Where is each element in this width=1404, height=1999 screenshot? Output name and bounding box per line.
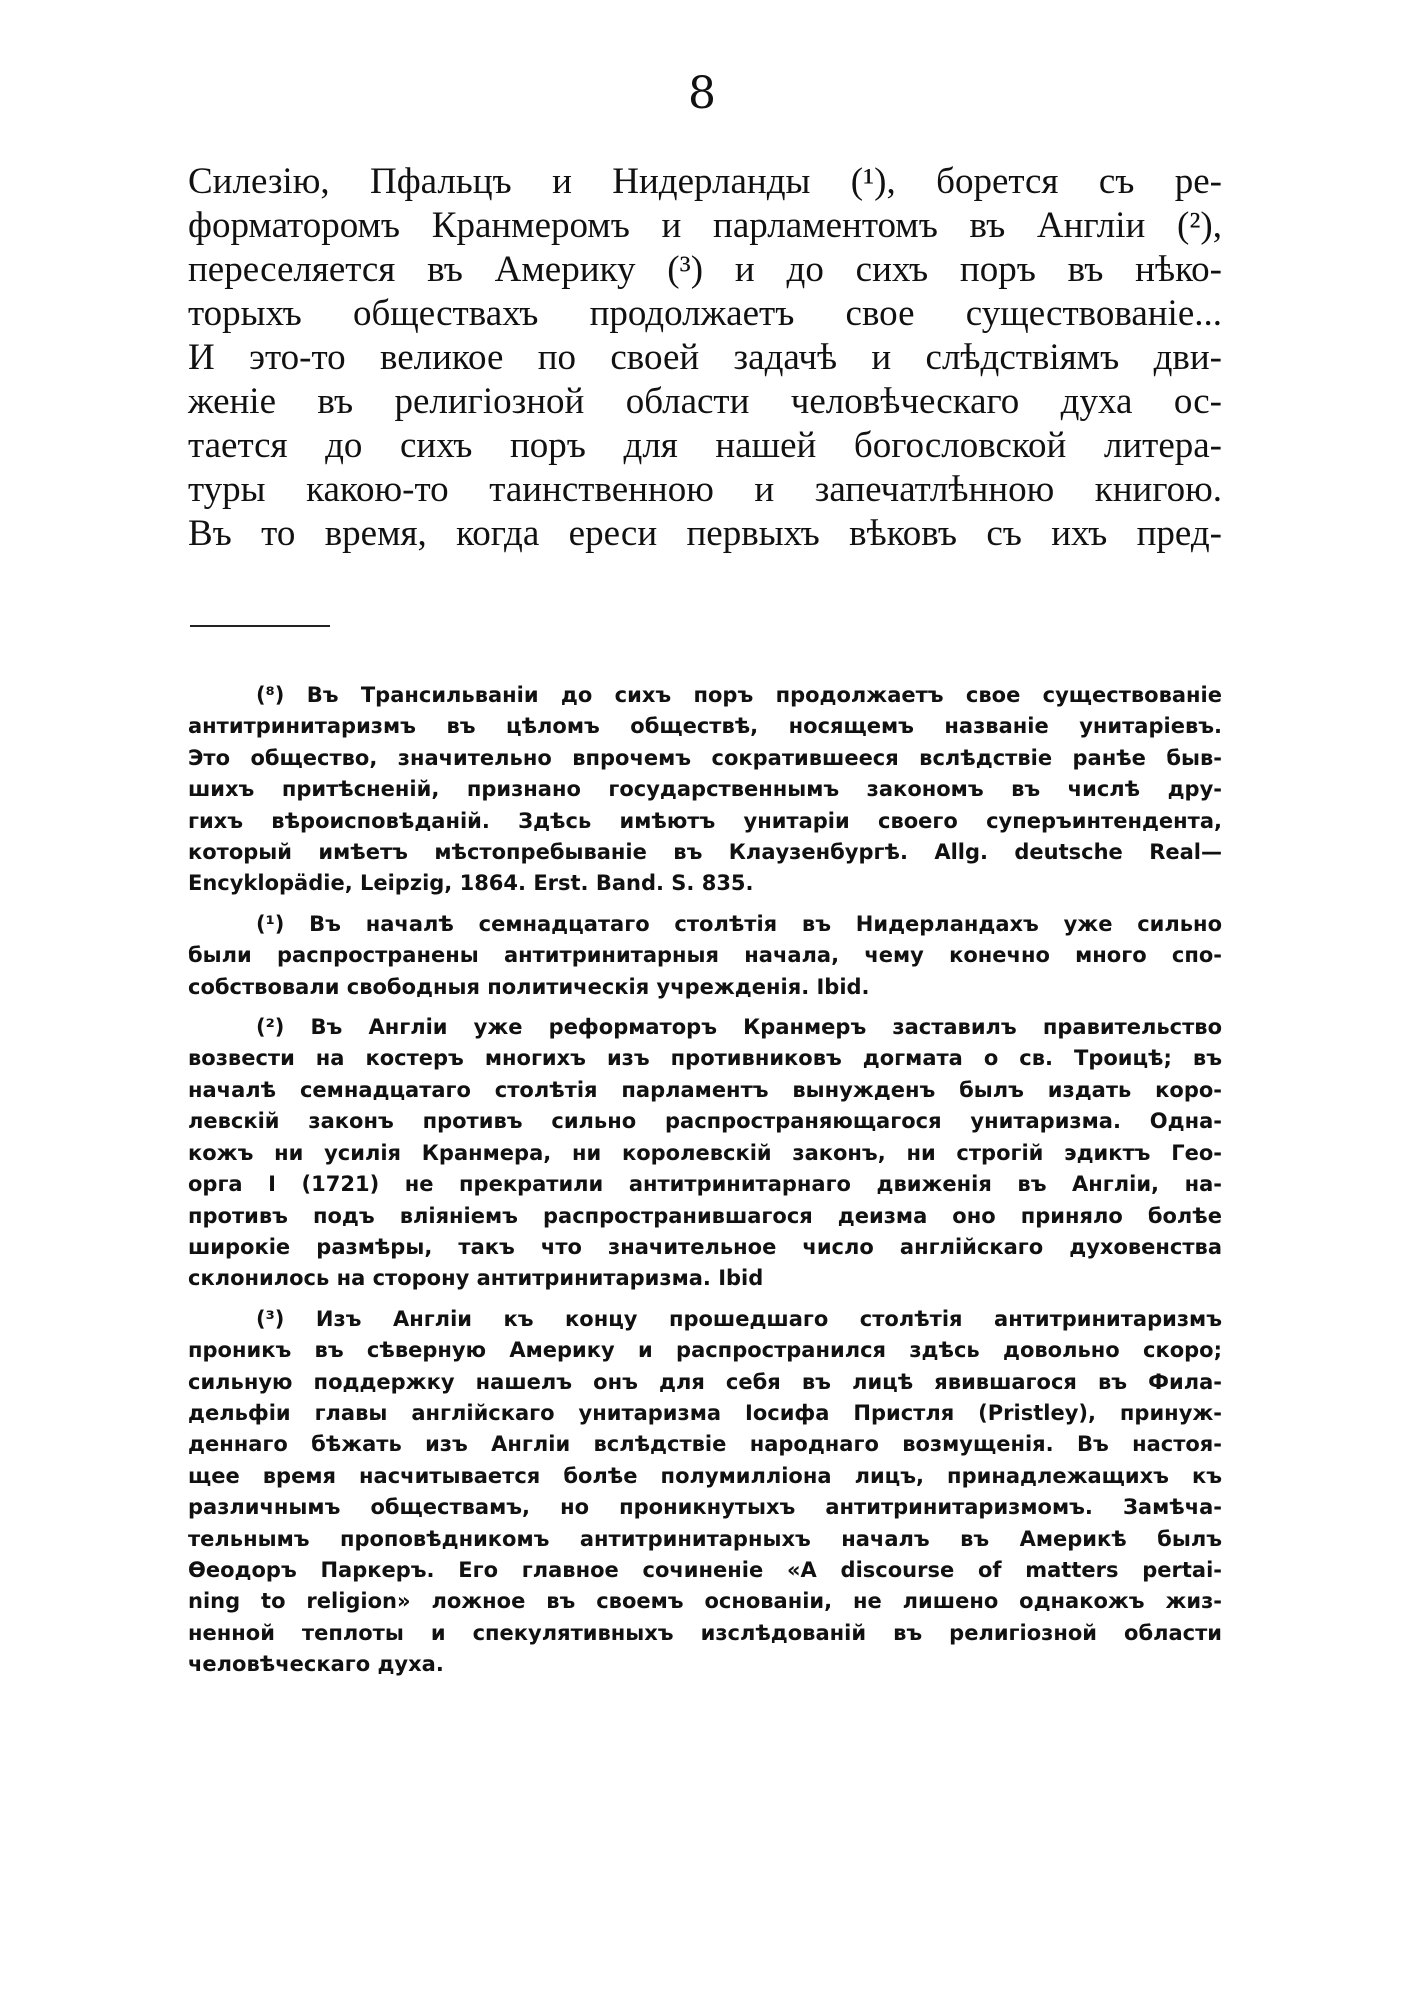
footnote-line: человѣческаго духа. <box>188 1652 444 1677</box>
footnote-line: противъ подъ вліяніемъ распространившагося деизма оно приняло болѣе <box>188 1203 1222 1228</box>
footnote-line: (⁸) Въ Трансильваніи до сихъ поръ продолжаетъ свое существованіе <box>256 683 1222 707</box>
footnote <box>188 680 1222 900</box>
main-text-line: Силезію, Пфальцъ и Нидерланды (¹), борется съ ре- <box>188 161 1222 202</box>
main-text-line: торыхъ обществахъ продолжаетъ свое существованіе... <box>188 293 1222 334</box>
footnote-line: были распространены антитринитарныя начала, чему конечно много спо- <box>188 943 1222 968</box>
footnote-line: широкіе размѣры, такъ что значительное число англійскаго духовенства <box>188 1234 1222 1259</box>
footnote-line: Ѳеодоръ Паркеръ. Его главное сочиненіе «A discourse of matters pertai- <box>188 1557 1222 1582</box>
main-text-line: тается до сихъ поръ для нашей богословской литера- <box>188 425 1222 466</box>
footnote-line: (²) Въ Англіи уже реформаторъ Кранмеръ заставилъ правительство <box>256 1015 1222 1040</box>
footnote <box>188 1012 1222 1295</box>
footnote-line: (³) Изъ Англіи къ концу прошедшаго столѣтія антитринитаризмъ <box>256 1306 1222 1331</box>
footnote <box>188 909 1222 1003</box>
main-text-line: форматоромъ Кранмеромъ и парламентомъ въ Англіи (²), <box>188 205 1222 246</box>
main-text-line: женіе въ религіозной области человѣческаго духа ос- <box>188 381 1222 422</box>
footnote-line: деннаго бѣжать изъ Англіи вслѣдствіе народнаго возмущенія. Въ настоя- <box>188 1432 1222 1457</box>
footnote-line: дельфіи главы англійскаго унитаризма Іосифа Пристля (Pristley), принуж- <box>188 1400 1222 1425</box>
footnote-line: Encyklopädie, Leipzig, 1864. Erst. Band. S. 835. <box>188 871 754 896</box>
footnote-line: кожъ ни усилія Кранмера, ни королевскій законъ, ни строгій эдиктъ Гео- <box>188 1140 1222 1165</box>
footnote-line: склонилось на сторону антитринитаризма. Ibid <box>188 1266 764 1291</box>
main-text-line: Въ то время, когда ереси первыхъ вѣковъ съ ихъ пред- <box>188 513 1222 554</box>
footnote-line: Это общество, значительно впрочемъ сократившееся вслѣдствіе ранѣе быв- <box>188 745 1222 770</box>
footnote-line: началѣ семнадцатаго столѣтія парламентъ вынужденъ былъ издать коро- <box>188 1077 1222 1102</box>
footnote-line: орга I (1721) не прекратили антитринитарнаго движенія въ Англіи, на- <box>188 1172 1222 1197</box>
footnote-line: гихъ вѣроисповѣданій. Здѣсь имѣютъ унитаріи своего суперъинтендента, <box>188 808 1222 833</box>
footnote-line: шихъ притѣсненій, признано государственнымъ закономъ въ числѣ дру- <box>188 777 1222 802</box>
main-text-line: И это-то великое по своей задачѣ и слѣдствіямъ дви- <box>188 337 1222 378</box>
footnote <box>188 1304 1222 1681</box>
footnotes <box>188 680 1222 1690</box>
main-text <box>188 160 1222 556</box>
footnote-line: возвести на костеръ многихъ изъ противниковъ догмата о св. Троицѣ; въ <box>188 1046 1222 1071</box>
footnote-line: ning to religion» ложное въ своемъ основаніи, не лишено однакожъ жиз- <box>188 1589 1222 1614</box>
footnote-line: левскій законъ противъ сильно распространяющагося унитаризма. Одна- <box>188 1109 1222 1134</box>
footnote-separator <box>190 625 330 627</box>
footnote-line: собствовали свободныя политическія учрежденія. Ibid. <box>188 974 870 999</box>
footnote-line: тельнымъ проповѣдникомъ антитринитарныхъ началъ въ Америкѣ былъ <box>188 1526 1222 1551</box>
footnote-line: сильную поддержку нашелъ онъ для себя въ лицѣ явившагося въ Фила- <box>188 1369 1222 1394</box>
footnote-line: ненной теплоты и спекулятивныхъ изслѣдованій въ религіозной области <box>188 1620 1222 1645</box>
footnote-line: щее время насчитывается болѣе полумилліона лицъ, принадлежащихъ къ <box>188 1463 1222 1488</box>
main-text-line: туры какою-то таинственною и запечатлѣнною книгою. <box>188 469 1222 510</box>
footnote-line: антитринитаризмъ въ цѣломъ обществѣ, носящемъ названіе унитаріевъ. <box>188 714 1222 739</box>
footnote-line: различнымъ обществамъ, но проникнутыхъ антитринитаризмомъ. Замѣча- <box>188 1495 1222 1520</box>
footnote-line: который имѣетъ мѣстопребываніе въ Клаузенбургѣ. Allg. deutsche Real— <box>188 840 1222 865</box>
footnote-line: (¹) Въ началѣ семнадцатаго столѣтія въ Нидерландахъ уже сильно <box>256 911 1222 936</box>
footnote-line: проникъ въ сѣверную Америку и распространился здѣсь довольно скоро; <box>188 1338 1222 1363</box>
page-number: 8 <box>688 68 716 119</box>
main-text-line: переселяется въ Америку (³) и до сихъ поръ въ нѣко- <box>188 249 1222 290</box>
